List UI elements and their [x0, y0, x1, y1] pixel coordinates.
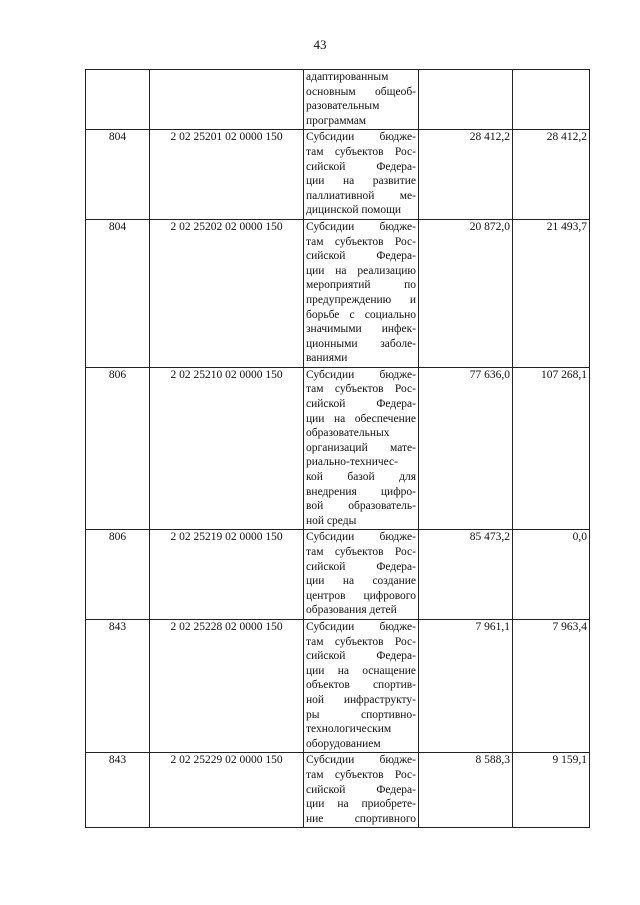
revenue-name-cell	[304, 130, 419, 220]
amount-year-1-cell: 7 961,1	[419, 619, 513, 752]
name-line: предупреждению и	[306, 293, 416, 306]
name-line: борьбе с социально	[306, 308, 416, 321]
amount-year-1-cell: 77 636,0	[419, 367, 513, 530]
name-line: внедрения цифро-	[306, 485, 416, 498]
name-line: образовательных	[306, 427, 390, 440]
name-line: ние спортивного	[306, 812, 416, 825]
name-line: ционными заболе-	[306, 337, 416, 350]
name-line: значимыми инфек-	[306, 323, 416, 336]
budget-code-cell: 2 02 25229 02 0000 150	[150, 753, 304, 828]
amount-year-2-cell	[513, 70, 590, 130]
revenue-name-cell	[304, 70, 419, 130]
amount-year-2-cell: 0,0	[513, 530, 590, 620]
table-row	[86, 70, 590, 130]
name-line: программам	[306, 114, 367, 127]
admin-code-cell: 804	[86, 219, 150, 367]
admin-code-cell: 843	[86, 619, 150, 752]
revenue-name-cell	[304, 619, 419, 752]
name-line: там субъектов Рос-	[306, 635, 416, 648]
name-line: организаций мате-	[306, 441, 416, 454]
name-line: ции на реализацию	[306, 264, 416, 277]
table-row	[86, 530, 590, 620]
name-line: там субъектов Рос-	[306, 546, 416, 558]
table-row	[86, 219, 590, 367]
amount-year-2-cell: 9 159,1	[513, 753, 590, 828]
name-line: Субсидии бюдже-	[306, 368, 416, 381]
name-line: ции на оснащение	[306, 664, 416, 677]
name-line: образования детей	[306, 604, 397, 617]
name-line: ции на развитие	[306, 175, 416, 188]
name-line: Субсидии бюдже-	[306, 131, 416, 144]
name-line: ной среды	[306, 514, 357, 527]
name-line: сийской Федера-	[306, 250, 416, 263]
name-line: ции на создание	[306, 575, 416, 588]
name-line: Субсидии бюдже-	[306, 220, 416, 233]
admin-code-cell: 806	[86, 367, 150, 530]
name-line: ции на приобрете-	[306, 798, 416, 811]
name-line: сийской Федера-	[306, 783, 416, 796]
name-line: дицинской помощи	[306, 204, 402, 217]
name-line: сийской Федера-	[306, 560, 416, 573]
name-line: риально-техничес-	[306, 456, 398, 469]
amount-year-2-cell: 28 412,2	[513, 130, 590, 220]
table-row	[86, 619, 590, 752]
amount-year-2-cell: 21 493,7	[513, 219, 590, 367]
name-line: там субъектов Рос-	[306, 145, 416, 158]
name-line: мероприятий по	[306, 279, 416, 292]
name-line: ры спортивно-	[306, 708, 416, 721]
revenue-name-cell	[304, 219, 419, 367]
name-line: оборудованием	[306, 737, 381, 750]
revenue-name-cell	[304, 367, 419, 530]
table-row	[86, 753, 590, 828]
revenue-name-cell	[304, 753, 419, 828]
amount-year-1-cell: 8 588,3	[419, 753, 513, 828]
name-line: основным общеоб-	[306, 85, 416, 98]
amount-year-2-cell: 7 963,4	[513, 619, 590, 752]
name-line: объектов спортив-	[306, 679, 416, 692]
name-line: ции на обеспечение	[306, 412, 416, 425]
admin-code-cell	[86, 70, 150, 130]
name-line: сийской Федера-	[306, 398, 416, 411]
name-line: паллиативной ме-	[306, 189, 416, 202]
budget-code-cell: 2 02 25228 02 0000 150	[150, 619, 304, 752]
name-line: разовательным	[306, 100, 380, 113]
name-line: там субъектов Рос-	[306, 235, 416, 248]
budget-code-cell: 2 02 25210 02 0000 150	[150, 367, 304, 530]
name-line: сийской Федера-	[306, 160, 416, 173]
name-line: Субсидии бюдже-	[306, 531, 416, 544]
name-line: ваниями	[306, 352, 348, 365]
name-line: центров цифрового	[306, 589, 416, 602]
page-number: 43	[313, 37, 327, 52]
name-line: там субъектов Рос-	[306, 768, 416, 781]
budget-code-cell: 2 02 25201 02 0000 150	[150, 130, 304, 220]
budget-code-cell: 2 02 25202 02 0000 150	[150, 219, 304, 367]
amount-year-1-cell	[419, 70, 513, 130]
amount-year-2-cell: 107 268,1	[513, 367, 590, 530]
name-line: вой образователь-	[306, 500, 416, 513]
budget-code-cell: 2 02 25219 02 0000 150	[150, 530, 304, 620]
amount-year-1-cell: 28 412,2	[419, 130, 513, 220]
name-line: сийской Федера-	[306, 650, 416, 663]
name-line: адаптированным	[306, 71, 389, 83]
table-row	[86, 367, 590, 530]
admin-code-cell: 843	[86, 753, 150, 828]
name-line: Субсидии бюдже-	[306, 620, 416, 633]
budget-code-cell	[150, 70, 304, 130]
table-row	[86, 130, 590, 220]
revenue-name-cell	[304, 530, 419, 620]
name-line: там субъектов Рос-	[306, 383, 416, 396]
name-line: кой базой для	[306, 471, 416, 484]
budget-table	[85, 69, 590, 828]
name-line: Субсидии бюдже-	[306, 754, 416, 767]
name-line: технологическим	[306, 723, 392, 736]
amount-year-1-cell: 20 872,0	[419, 219, 513, 367]
admin-code-cell: 804	[86, 130, 150, 220]
name-line: ной инфраструкту-	[306, 693, 416, 706]
admin-code-cell: 806	[86, 530, 150, 620]
amount-year-1-cell: 85 473,2	[419, 530, 513, 620]
